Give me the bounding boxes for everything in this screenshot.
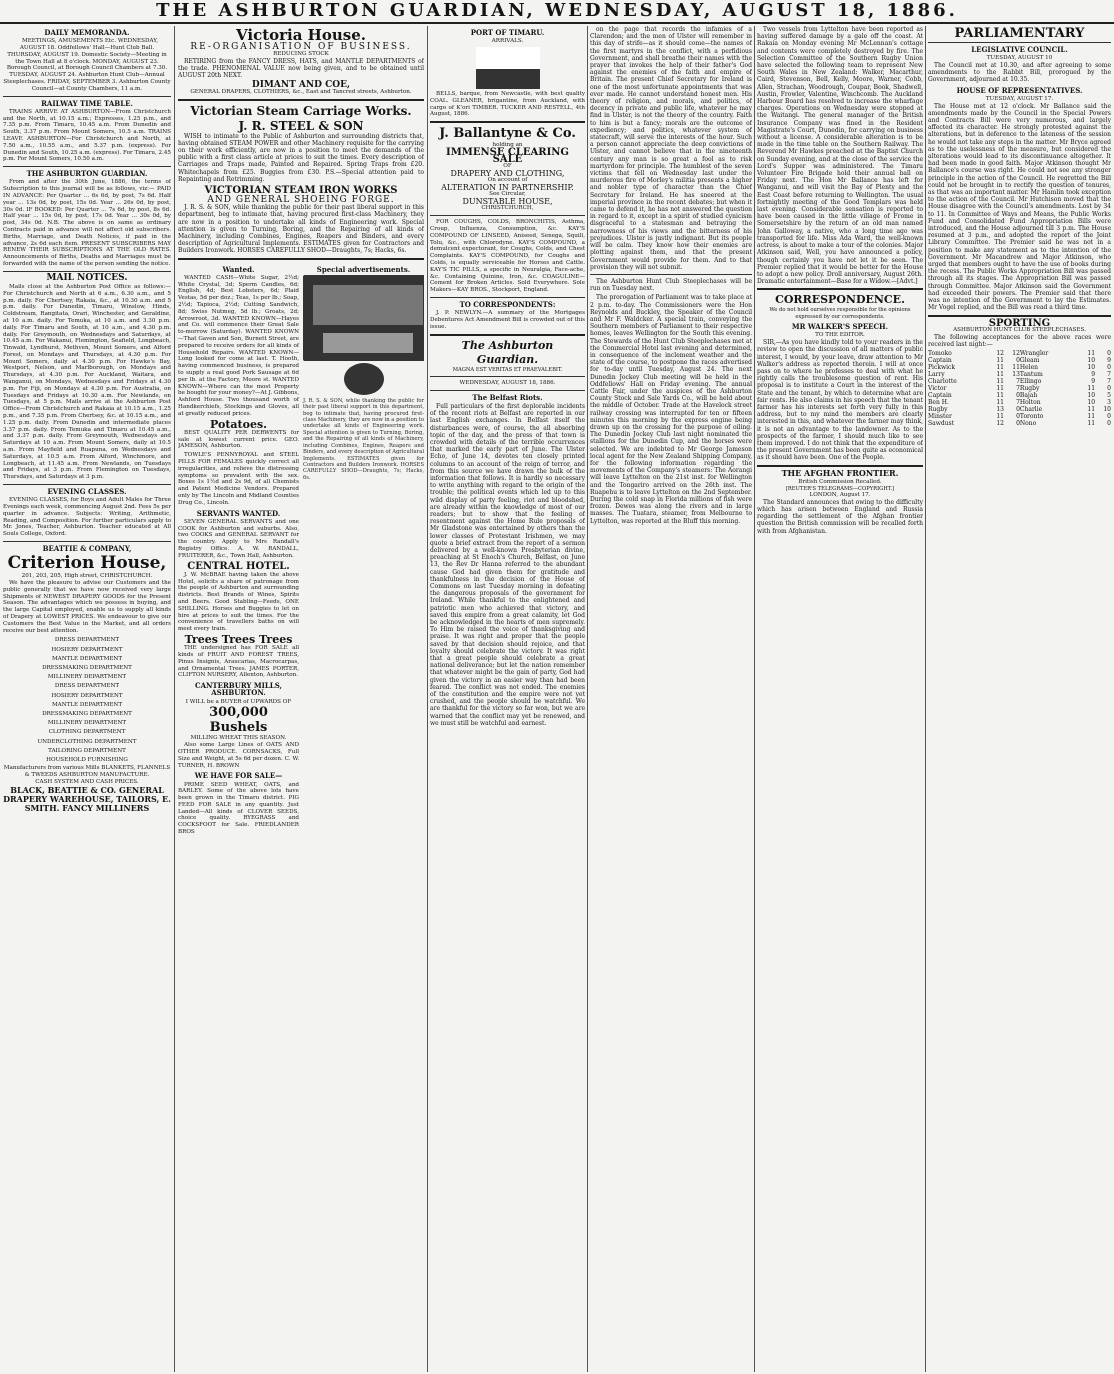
parliamentary-heading: PARLIAMENTARY [928,26,1111,43]
table-cell: Gleam [1019,356,1040,364]
column-4 [590,26,752,1372]
table-row [928,357,1111,364]
special-ads-heading: Special advertisements. [316,264,411,274]
guardian-motto: MAGNA EST VERITAS ET PRAEVALEBIT. [452,366,563,373]
table-cell: Rugby [928,405,948,413]
reorganisation-heading: RE-ORGANISATION OF BUSINESS. [190,42,412,52]
table-cell: 11 [996,363,1004,371]
cash-system-text: CASH SYSTEM AND CASH PRICES. [35,778,139,785]
department-item: MILLINERY DEPARTMENT [47,674,127,681]
table-cell: 11 [996,384,1004,392]
department-item: DRESS DEPARTMENT [54,637,120,644]
table-row [928,399,1111,406]
masthead: THE ASHBURTON GUARDIAN, WEDNESDAY, AUGUST 18, 1886. [0,0,1114,24]
table-row [928,350,1111,357]
table-row [928,378,1111,385]
ballantyne-title: J. Ballantyne & Co. [439,126,576,142]
account-text: On account of [487,177,528,184]
department-item: HOUSEHOLD FURNISHING [46,757,128,764]
milling-wheat-text: MILLING WHEAT THIS SEASON. [190,735,287,742]
holding-text: holding an [492,142,523,149]
table-cell: 10 [1087,363,1096,371]
mail-notices-text: Mails close at the Ashburton Post Office as follows:— For Christchurch and North at 6 a.m., 6.30 a.m., and 5 p.m. daily. For Chertsey, Rakaia, &c., at 10.30 a.m. and 5 p.m. daily. For Dunedin, Timaru, Winslow, Hinds, Coldstream, Rangitata, Orari, Winchester, and Geraldine, at 10 a.m. daily. For Temuka, at 10 a.m. and 3.30 p.m. daily. For Timaru and South, at 10 a.m., and 4.30 p.m. daily. For Greymouth, on Wednesdays and Saturdays, at 10.45 a.m. For Wakanui, Flemington, Seafield, Longbeach, Tinwald, Lyndhurst, Methven, Mount Somers, and Alford Forest, on Mondays and Thursdays, at 4.30 p.m. For Mount Somers, daily at 4.30 p.m. For Hawke's Bay, Westport, Nelson, and Marlborough, on Mondays and Thursdays, at 4.30 p.m. For Auckland, Waitara, and Wanganui, on Mondays, Wednesdays and Fridays at 4.30 p.m. For Fiji, on Mondays at 4.30 p.m. For Australia, on Tuesdays and Fridays at 10.30 a.m. For Newlands, on Tuesdays, at 5 p.m. Mails arrive at the Ashburton Post Office—From Christchurch and Rakaia at 10.15 a.m., 1.25 p.m., and 7.35 p.m. From Chertsey, &c. at 10.15 a.m., and 1.25 p.m. daily. From Dunedin and intermediate places 3.37 p.m. daily. From Temuka and Timaru at 10.45 a.m., and 3.37 p.m. daily. From Greymouth, Wednesdays and Saturdays at 10 a.m. From Mount Somers, daily at 10.5 a.m. From Mayfield and Ruapuna, on Wednesdays and Saturdays, at 10.5 a.m. From Alford, Winchmore, and Longbeach, at 11.45 a.m. From Newlands, on Tuesdays and Fridays, at 3 p.m. From Flemington on Tuesdays, Thursdays, and Saturdays at 3 p.m. [3,283,171,481]
table-cell: Minster [928,412,952,420]
department-item: DRESSMAKING DEPARTMENT [42,711,132,718]
dimant-coe-name: DIMANT AND COE, [251,79,351,90]
table-cell: 12 [996,419,1004,427]
table-cell: 11 [996,391,1004,399]
divider [590,274,752,275]
memoranda-text: MEETINGS, AMUSEMENTS Etc. WEDNESDAY, AUGUST 18. Oddfellows' Hall—Hunt Club Ball. THURSDAY, AUGUST 19. Domestic Society—Meeting in the Town Hall at 8 o'clock. MONDAY, AUGUST 23. Borough Council, at Borough Council Chambers at 7.30. TUESDAY, AUGUST 24. Ashburton Hunt Club—Annual Steeplechases. FRIDAY, SEPTEMBER 3. Ashburton County Council—at County Chambers, 11 a.m. [3,38,171,92]
table-cell: Rugby [1019,384,1040,392]
reducing-text: RETIRING from the FANCY DRESS, HATS, and MANTLE DEPARTMENTS of the trade. PHENOMENAL VALUE now being given, and to be obtained until AUGUST 20th NEXT. [178,58,424,80]
table-cell: 0 [1107,412,1111,420]
wanted-column [178,263,299,838]
walker-speech-text: SIR,—As you have kindly told to your readers in the review to open the discussion of all matters of public interest, I would, by your leave, draw attention to Mr Walker's address as reported therein. I will at once pass on to where he professes to deal with what he rightly calls the troublesome question of rent. His proposal is to institute a Court in the interest of the State and the tenant, by which to determine what are fair rents. He also claims in his speech that the tenant farmer has his interests set forth very fully in this address, but to my mind the members are clearly interested in this, and whatever the farmer may think, it is not an advantage to the landowner. As to the prospects of the farmer, I should much like to see them improved. I do not think that the expenditure of the present Government has been quite as economical as it should have been. One of the People. [757,339,923,462]
divider [430,390,585,391]
table-cell: 9 [1107,356,1111,364]
local-news-text: Two vessels from Lyttelton have been reported as having suffered damage by a gale off the coast. At Rakaia on Monday evening Mr McLennan's cottage and contents were completely destroyed by fire. The Selection Committee of the Southern Rugby Union have selected the following team to represent New South Wales in New Zealand: Walker, Macarthur, Caird, Stevenson, Bell, Kelly, Moore, Warner, Cobb, Allen, Strachan, Woodrough, Coupar, Book, Shadwell, Austin, Frowler, Valentine, Winchcomb. The Auckland Harbour Board has resolved to increase the wharfage charges. Operations on Wednesday were stopped at the Waitangi. The general manager of the British Insurance Company was fined in the Resident Magistrate's Court, Dunedin, for carrying on business without a license. A considerable alteration is to be made in the time table on the Southern Railway. The Reverend Mr Hawkes preached at the Baptist Church on Sunday evening, and at the close of the service the Lord's Supper was administered. The Timaru Volunteer Fire Brigade hold their annual ball on Friday next. The Hon Mr Ballance has left for Wanganui, and will visit the Bay of Plenty and the East Coast before returning to Wellington. The usual fortnightly meeting of the Good Templars was held last evening. Considerable sensation is reported to have been caused in the little village of Frome in Somersetshire by the return of an old man named John Galloway, a native, who a long time ago was transported for life. Miss Ada Ward, the well-known actress, is about to make a tour of the colonies. Major Atkinson said, Well, you have announced a policy, though certainly you have not let it be seen. The Premier replied that it would be better for the House to adopt a new policy. Droll anniversary, August 26th. Dramatic entertainment—Base for a Widow.—[Advt.] [757,26,923,286]
table-cell: 11 [1087,419,1096,427]
trees-heading: Trees Trees Trees [184,632,293,646]
table-cell: 11 [996,377,1004,385]
table-cell: Ben H. [928,398,949,406]
table-cell: 3 [1107,398,1111,406]
beattie-heading: BEATTIE & COMPANY, [42,544,132,554]
clearing-sale-heading: IMMENSE CLEARING SALE [446,146,569,166]
table-cell: 12 [1012,349,1020,357]
towle-pills-text: TOWLE'S PENNYROYAL and STEEL PILLS FOR FEMALES quickly correct all irregularities, and relieve the distressing symptoms so prevalent with the sex. Boxes 1s 1½d and 2s 9d, of all Chemists and Patent Medicine Vendors. Prepared only by The Lincoln and Midland Counties Drug Co., Lincoln. [178,452,299,506]
steel-son-name: J. R. STEEL & SON [238,118,364,133]
column-6 [928,26,1111,1372]
railway-text: TRAINS ARRIVE AT ASHBURTON—From Christchurch and the North, at 10.15 a.m.; Expresses, 1.25 p.m., and 7.35 p.m. From Timaru, 10.45 a.m. From Dunedin and South, 3.37 p.m. From Mount Somers, 10.5 a.m. TRAINS LEAVE ASHBURTON—For Christchurch and North, at 7.50 a.m., 10.55 a.m., and 5.37 p.m. (express). For Dunedin and South, 10.25 a.m. (express). For Timaru, 2.45 p.m. For Mount Somers, 10.50 a.m. [3,108,171,163]
table-row [928,371,1111,378]
manufacturers-text: Manufacturers from various Mills BLANKETS, FLANNELS & TWEEDS ASHBURTON MANUFACTURE. [3,765,171,779]
table-cell: Charlie [1019,405,1043,413]
crown-illustration [344,363,384,395]
to-the-editor: TO THE EDITOR. [815,332,865,339]
belfast-riots-heading: The Belfast Riots. [472,392,543,402]
drapery-text: DRAPERY AND CLOTHING, [450,169,565,179]
table-cell: 0 [1016,356,1020,364]
evening-classes-text: EVENING CLASSES, for Boys and Adult Males for Three Evenings each week, commencing August 2nd. Fees 5s per quarter in advance. Subjects: Writing, Arithmetic, Reading, and Composition. For further particulars apply to Mr. Jones, Teacher, Ashburton. Teacher educated at All Souls College, Oxford. [3,497,171,538]
iron-works-text: J. R. S. & SON, while thanking the public for their past liberal support in this department, beg to intimate that, having procured first-class Machinery, they are now in a position to undertake all kinds of Engineering work. Special attention is given to Turning, Boring, and the Repairing of all kinds of Machinery, including Combines, Engines, Reapers and Binders, and every description of Agricultural Implements. ESTIMATES given for Contractors and Builders Ironwork. HORSES CAREFULLY SHOD—Draughts, 7s; Hacks, 6s. [178,204,424,255]
table-cell: Bajah [1019,391,1038,399]
department-item: CLOTHING DEPARTMENT [48,729,126,736]
memoranda-heading: DAILY MEMORANDA. [44,28,130,37]
wheat-subtext: Also some Large Lines of OATS AND OTHER PRODUCE. CORNSACKS, Full Size and Weight, at 5s 6d per dozen. C. W. TURNER, H. BROWN [178,742,299,769]
wanted-special-row [178,263,424,838]
table-cell: 10 [1087,356,1096,364]
table-cell: 11 [996,398,1004,406]
for-sale-text: PRIME SEED WHEAT, OATS, and BARLEY. Some of the above lots have been grown in the Timaru district. PIG FEED FOR SALE in any quantity. Just Landed—All kinds of CLOVER SEEDS, choice quality. RYEGRASS and COCKSFOOT for Sale. FRIEDLANDER BROS [178,781,299,836]
correspondents-text: J. P. NEWLYN.—A summary of the Mortgages Debentures Act Amendment Bill is crowded out of this issue. [430,310,585,330]
special-column [303,263,424,838]
department-item: UNDERCLOTHING DEPARTMENT [37,738,137,745]
table-cell: Victor [928,384,947,392]
acceptances-text: The following acceptances for the above races were received last night:— [928,333,1111,348]
table-cell: 11 [1087,349,1096,357]
department-item: HOSIERY DEPARTMENT [51,646,123,653]
legislative-council-heading: LEGISLATIVE COUNCIL. [971,45,1068,54]
table-cell: Wrangler [1019,349,1049,357]
table-cell: Holton [1019,398,1041,406]
column-2 [178,26,424,1372]
house-representatives-heading: HOUSE OF REPRESENTATIVES. [956,85,1083,95]
table-row [928,385,1111,392]
divider [430,376,585,377]
ship-illustration [476,47,540,89]
column-3 [430,26,585,1372]
victoria-house-title: Victoria House. [236,26,366,44]
department-item: MANTLE DEPARTMENT [51,655,123,662]
afghan-text: The Standard announces that owing to the difficulty which has arisen between England and Russia regarding the settlement of the Afghan frontier question the British commission will be recalled forth with from Afghanistan. [757,498,923,535]
special-ads-filler: J. R. S. & SON, while thanking the public for their past liberal support in this department, beg to intimate that, having procured first-class Machinery, they are now in a position to undertake all kinds of Engineering work. Special attention is given to Turning, Boring, and the Repairing of all kinds of Machinery, including Combines, Engines, Reapers and Binders, and every description of Agricultural Implements. ESTIMATES given for Contractors and Builders Ironwork. HORSES CAREFULLY SHOD—Draughts, 7s; Hacks, 6s. [303,397,424,481]
table-cell: 0 [1016,391,1020,399]
correspondence-note: We do not hold ourselves responsible for the opinions expressed by our correspondents. [769,307,911,320]
divider [3,541,171,542]
table-cell: Captain [928,391,952,399]
divider [430,297,585,298]
table-cell: 9 [1091,377,1096,385]
table-cell: 10 [1087,391,1096,399]
carriage-works-title: Victorian Steam Carriage Works. [190,103,412,118]
table-cell: Larry [928,370,945,378]
criterion-text: We have the pleasure to advise our Customers and the public generally that we have now received very large Shipments of NEWEST DRAPERY GOODS for the Present Season. The advantages which we possess in buying, and the large Capital employed, enable us to supply all kinds of Drapery at LOWEST PRICES. We endeavour to give our Customers the Best Value in the Market, and all orders receive our best attention. [3,580,171,634]
divider [430,215,585,216]
evening-classes-heading: EVENING CLASSES. [47,487,127,497]
table-cell: 0 [1016,419,1020,427]
wanted-text: WANTED CASH—White Sugar, 2½d; White Crystal, 3d; Sperm Candles, 6d; English, 4d; Best Lobsters, 6d; Plaid Vestas, 5d per doz.; Teas, 1s per lb.; Soap, 2½d; Tapioca, 2½d; Cutting Sandwich, 8d; Swiss Nutmeg, 5d lb.; Groats, 2d; Arrowroot, 3d. WANTED KNOWN—Hayes and Co. will commence their Great Sale to-morrow (Saturday). WANTED KNOWN—That Gaven and Son, Burnett Street, are prepared to receive orders for all kinds of Household Repairs. WANTED KNOWN—Long looked for come at last. T. Hooth, having commenced business, is prepared to supply a real good Pork Sausage at 6d per lb. at the Factory, Moore st. WANTED KNOWN—Where can the most Property be bought for your money?—At J. Gibbons, Ashford House. Two thousand worth of Handkerchiefs, Stockings and Gloves, all at greatly reduced prices. [178,274,299,417]
servants-text: SEVEN GENERAL SERVANTS and one COOK for Ashburton and suburbs. Also, two COOKS and GENERAL SERVANT for the country. Apply to Mrs Randall's Registry Office. A. W. RANDALL, FRUITERER, &c., Town Hall, Ashburton. [178,518,299,559]
acceptances-table [928,350,1111,427]
iron-works-title: VICTORIAN STEAM IRON WORKS [204,185,398,197]
table-cell: 11 [996,370,1004,378]
column-rule [754,26,755,1372]
table-cell: Captain [928,356,952,364]
afghan-dateline: LONDON, August 17. [809,491,871,498]
table-cell: 11 [996,412,1004,420]
table-cell: 0 [1016,405,1020,413]
arrivals-heading: ARRIVALS. [491,38,524,45]
divider [3,166,171,167]
table-cell: 10 [1103,405,1111,413]
potatoes-heading: Potatoes. [210,417,267,431]
divider [430,121,585,123]
table-row [928,406,1111,413]
mail-notices-heading: MAIL NOTICES. [46,272,128,283]
table-row [928,420,1111,427]
table-cell: Tantum [1019,370,1043,378]
divider [178,99,424,101]
guardian-terms-text: From and after the 30th June, 1886, the terms of Subscription to this journal will be as follows, viz:— PAID IN ADVANCE: Per Quarter ... 6s 6d, by post, 7s 6d. Half year ... 13s 0d, by post, 15s 0d. Year ... 26s 0d, by post, 30s 0d. IF BOOKED: Per Quarter ... 7s 6d, by post, 8s 6d. Half year ... 15s 0d, by post, 17s 0d. Year ... 30s 0d, by post, 34s 0d. N.B. The above is on same as ordinary Contracts paid in advance will not affect old subscribers. Births, Marriage, and Death Notices, if paid in the advance, 2s 6d each item. PRESENT SUBSCRIBERS MAY RENEW THEIR SUBSCRIPTIONS AT THE OLD RATES. Announcements of Births, Deaths and Marriages must be forwarded with the name of the person sending the notice. [3,179,171,267]
department-item: DRESSMAKING DEPARTMENT [42,665,132,671]
acceptances-table-body [928,350,1111,427]
table-cell: 9 [1091,370,1096,378]
stove-illustration [303,275,424,361]
department-item: HOSIERY DEPARTMENT [51,692,123,699]
department-item: DRESS DEPARTMENT [54,683,120,690]
table-cell: 7 [1016,377,1020,385]
table-cell: 11 [1087,384,1096,392]
correspondents-heading: TO CORRESPONDENTS: [459,299,556,309]
house-text: The House met at 12 o'clock. Mr Ballance said the amendments made by the Council in the Special Powers and Contracts Bill were very numerous, and largely affected its character. He strongly protested against the alterations, but in deference to the lateness of the session he would not take any steps in the matter. Mr Bryce agreed as to the uselessness of the measure, but considered the alterations would lead to its discontinuance altogether. It had been made in good faith. Major Atkinson thought Mr Ballance's course was right. He could not see any stronger principle in the action of the Council. He regretted the Bill could not be brought in to rectify the question of tenures, as that was an important matter. Mr Hamlin took exception to the action of the Council. Mr Hutchison moved that the House disagree with the Council's amendments. Lost by 34 to 11. In Committee of Ways and Means, the Public Works Fund and Consolidated Fund Appropriation Bills were introduced, and the House adjourned till 3 p.m. The House resumed at 3 p.m., and adopted the report of the Joint Library Committee. The Premier said he was not in a position to make any statement as to the intention of the Government. Mr Macandrew and Major Atkinson, who urged that members ought to have the use of books during the recess. The Public Works Appropriation Bill was passed through all its stages. The Appropriation Bill was passed through Committee. Major Atkinson said the Government had exceeded their powers. The Premier said that there was no intention of the Government to lay the Estimates. Mr Vogel replied, and the Bill was read a third time. [928,102,1111,312]
for-sale-heading: WE HAVE FOR SALE— [194,771,283,781]
criterion-house-title: Criterion House, [7,553,167,574]
port-heading: PORT OF TIMARU. [470,28,545,37]
hunt-club-note: The Ashburton Hunt Club Steeplechases will be run on Tuesday next. [590,277,752,293]
divider [3,271,171,272]
divider [757,288,923,290]
central-hotel-text: J. W. McBRAE having taken the above Hotel, solicits a share of patronage from the people of Ashburton and surrounding districts. Best Brands of Wines, Spirits and Beers. Good Stabling—Feeds, ONE SHILLING. Horses and Buggies to let on hire at prices to suit the times. For the convenience of travellers baths on will meet every train. [178,571,299,633]
table-cell: 7 [1016,398,1020,406]
table-cell: 12 [996,349,1004,357]
table-cell: 0 [1107,349,1111,357]
table-cell: 7 [1107,377,1111,385]
column-5 [757,26,923,1372]
afghan-telegram-note: [REUTER'S TELEGRAMS—COPYRIGHT.] [785,485,895,492]
railway-heading: RAILWAY TIME TABLE. [41,98,133,108]
beattie-footer: BLACK, BEATTIE & CO. GENERAL DRAPERY WAREHOUSE, TAILORS, E. SMITH. FANCY MILLINERS [3,784,171,813]
table-row [928,413,1111,420]
table-cell: 13 [1012,370,1020,378]
table-cell: Toronto [1019,412,1044,420]
table-cell: 10 [1087,398,1096,406]
trees-text: THE undersigned has FOR SALE all kinds of FRUIT AND FOREST TREES, Pinus Insignis, Araucarias, Macrocarpas, and Ornamental Trees. JAMES PORTER, CLIFTON NURSERY, Allenton, Ashburton. [178,645,299,679]
walker-speech-heading: MR WALKER'S SPEECH. [791,322,889,332]
issue-date: WEDNESDAY, AUGUST 18, 1886. [459,379,556,386]
dimant-coe-address: GENERAL DRAPERS, CLOTHIERS, &c., East and Tancred streets, Ashburton. [190,88,412,95]
divider [757,465,923,467]
reducing-stock-heading: REDUCING STOCK [273,51,329,58]
steel-son-text: WISH to intimate to the Public of Ashburton and surrounding districts that, having obtained STEAM POWER and other Machinery requisite for the carrying on their work efficiently, are now in a position to meet the demands of the public with a first class article at prices to suit the times. Every description of Carriages and Traps made, Painted and Repaired. Spring Traps from £20. Whitechapels from £25. Buggies from £30. P.S.—Special attention paid to Repainting and Retrimming. [178,132,424,183]
central-hotel-heading: CENTRAL HOTEL. [187,560,290,572]
belfast-riots-text: Full particulars of the first deplorable incidents of the recent riots at Belfast are reported in our last English exchanges. In Belfast itself the disturbances were, of course, the all absorbing topic of the day, and the press of that town is crowded with details of the terrible occurrences that marked the early part of June. The Ulster Echo, of June 14, devotes ten closely printed columns to an account of the reign of terror, and from this source we have drawn the bulk of the information that follows. It is hardly so necessary to write anything with regard to the origin of the trouble; the political events which led up to this wild display of party feeling, riot and bloodshed, are already within the knowledge of most of our readers; but to show that the feeling of resentment against the Home Rule proposals of Mr Gladstone was entertained by others than the lower classes of Protestant Irishmen, we may quote a brief extract from the report of a sermon delivered by a well-known Presbyterian divine, preaching at St Enoch's Church, Belfast, on June 13, the Rev Dr Hanna referred to the abundant cause God had given them for gratitude and thankfulness in the decision of the House of Commons on last Tuesday morning in defeating the dangerous proposals of the government for Ireland. While thankful to the enlightened and patriotic men who achieved that victory, and saved this empire from a great calamity, let God be acknowledged in the hearts of men supremely. To Him be raised the voice of thanksgiving and praise. It was right and proper that the people saved by that decision should rejoice, and that loyalty should celebrate the victory. It was right that a great people should celebrate a great national deliverance; but let the nation remember that whatever might be the gain of party, God had given the victory in an easier way than had been feared. The conflict was not ended. The enemies of the constitution and the empire were not yet crushed, and the people should be watchful. We are thankful for the victory so far won, but we are warned that the conflict may yet be renewed, and we must still be watchful and earnest. [430,402,585,727]
column-1 [3,26,171,1372]
of-text: OF [503,163,512,170]
dunstable-text: DUNSTABLE HOUSE, [462,197,553,207]
guardian-terms-heading: THE ASHBURTON GUARDIAN. [26,169,148,179]
table-cell: 5 [1107,391,1111,399]
bushels-heading: 300,000 Bushels [209,705,268,736]
divider [178,258,424,260]
wanted-heading: Wanted. [222,264,255,274]
table-cell: 13 [996,405,1004,413]
table-row [928,392,1111,399]
legislative-text: The Council met at 10.30, and after agreeing to some amendments to the Rabbit Bill, prorogued by the Government, adjourned at 10.35. [928,62,1111,84]
buyer-text: I WILL be a BUYER of UPWARDS OF [185,698,292,705]
table-cell: 11 [1087,405,1096,413]
table-cell: 7 [1016,384,1020,392]
table-cell: 0 [1107,384,1111,392]
table-cell: 11 [996,356,1004,364]
afghan-subheading: British Commission Recalled. [798,478,882,485]
editorial-continued-text: on the page that records the infamies of a Clarendon; and the men of Ulster will remember in this day of strife—as it should come—the names of the first martyrs in the conflict, with a perfidious Government, and shall breathe their names with the prayer that invokes the help of their father's God against the enemies of the faith and empire of Britain. The present Chief Secretary for Ireland is one of the most unfortunate appointments that was ever made. He cannot understand honest men. His theory of religion, and morals, and politics, of decency in private and public life, whatever he may find in Ulster, is not the theory of the country. Faith to him is but a fancy; morals are the outcome of expediency; and politics, whatever system of statecraft, will serve the interests of the hour. Such a person cannot appreciate the deep convictions of Ulster, and cannot believe that in the nineteenth century any man is so great a fool as to risk martyrdom for principle. The humblest of the seven victims that fell on Wednesday last under the murderous fire of Morley's militia presents a higher and nobler type of character than the Chief Secretary for Ireland. He has sneered at the imperial province in the recent debates; but when it came to defend it, he has not answered the question in regard to it, except in a spirit of studied cynicism disgraceful to a statesman and betraying the narrowness of his views and the bitterness of his prejudices. Ulster is justly indignant. But its people will be calm. They know how their enemies are plotting against them, and that the present Government would provide for them. And to that provision they will not submit. [590,26,752,271]
kays-compound-text: FOR COUGHS, COLDS, BRONCHITIS, Asthma, Croup, Influenza, Consumption, &c. KAY'S COMPOUND OF LINSEED, Aniseed, Senega, Squill, Tolu, &c., with Chlorodyne. KAY'S COMPOUND, a demulcent expectorant, for Coughs, Colds, and Chest Complaints. KAY'S COMPOUND, for Coughs and Colds, is equally serviceable for Horses and Cattle. KAY'S TIC PILLS, a specific in Neuralgia, Face-ache, &c. Containing Quinine, Iron, &c. COAGULINE—Cement for Broken Articles. Sold Everywhere. Sole Makers—KAY BROS., Stockport, England. [430,219,585,294]
steeplechases-heading: ASHBURTON HUNT CLUB STEEPLECHASES. [953,326,1086,333]
circular-text: See Circular, [489,191,526,198]
table-cell: Sawdust [928,419,955,427]
table-cell: Ellingo [1019,377,1042,385]
canterbury-mills-heading: CANTERBURY MILLS, ASHBURTON. [195,681,282,698]
news-items-text: The prorogation of Parliament was to take place at 2 p.m. to-day. The Commissioners were the Hon Reynolds and Buckley, the Speaker of the Council and Mr F. Waldcker. A special train, conveying the Southern members of Parliament to their respective homes, leaves Wellington for the South this evening. The Stewards of the Hunt Club Steeplechases met at the Commercial Hotel last evening and determined, in consequence of the inclement weather and the state of the course, to postpone the races advertised for to-day until Tuesday, August 24. The next Dunedin Jockey Club meeting will be held in the Oddfellows' Hall on Friday evening. The annual Cattle Fair, under the auspices of the Ashburton County Stock and Sale Yards Co., will be held about the middle of October. Trade at the Havelock street railway crossing was interrupted for ten or fifteen minutes this morning by the express engine being drawn up on the crossing for the purpose of oiling. The Dunedin Jockey Club last night nominated the stallions for the Dunedin Cup, and the horses were selected. We are indebted to Mr George Jameson local agent for the New Zealand Shipping Company, for the following information regarding the movements of the Company's steamers: The Aorangi will leave Lyttelton on the 21st inst. for Wellington and the Tongariro arrived on the 26th inst. The Ruapehu is to leave Lyttelton on the 2nd September. During the cold snap in Florida millions of fish were frozen. Dewes was along the rivers and in large masses. The Tuatara, steamer, from Melbourne to Lyttelton, was reported at the Bluff this morning. [590,294,752,525]
table-cell: 0 [1016,412,1020,420]
sporting-heading: SPORTING [988,317,1051,329]
table-cell: 11 [1012,363,1020,371]
department-list [3,636,171,765]
table-cell: Tomoko [928,349,952,357]
department-item: MANTLE DEPARTMENT [51,701,123,708]
guardian-nameplate: The Ashburton Guardian. [461,338,554,366]
department-item: MILLINERY DEPARTMENT [47,720,127,727]
column-rule [174,26,175,1372]
port-text: BELLS, barque, from Newcastle, with best quality COAL. GLEANER, brigantine, from Auckland, with cargo of K'ori TIMBER. TUCKER AND RESTELL, 4th August, 1886. [430,91,585,118]
table-cell: Charlotte [928,377,957,385]
table-cell: 11 [1087,412,1096,420]
divider [430,334,585,336]
table-cell: Pickwick [928,363,956,371]
table-cell: 0 [1107,363,1111,371]
table-row [928,364,1111,371]
divider [3,96,171,97]
column-rule [427,26,428,1372]
divider [928,315,1111,317]
servants-heading: SERVANTS WANTED. [196,508,281,518]
afghan-frontier-heading: THE AFGHAN FRONTIER. [781,467,899,478]
divider [3,484,171,485]
criterion-address: 201, 203, 205, High street, CHRISTCHURCH. [21,573,153,580]
legislative-date: TUESDAY, AUGUST 10 [986,55,1053,62]
table-cell: Helen [1019,363,1039,371]
house-date: TUESDAY, AUGUST 17. [985,95,1054,102]
table-cell: Nono [1019,419,1037,427]
alteration-text: ALTERATION IN PARTNERSHIP. [441,183,574,193]
christchurch-text: CHRISTCHURCH, [481,205,534,212]
department-item: TAILORING DEPARTMENT [48,747,126,754]
potatoes-text: BEST QUALITY PER DERWENTS for sale at lowest current price. GEO. JAMESON, Ashburton. [178,429,299,450]
correspondence-heading: CORRESPONDENCE. [775,293,905,307]
shoeing-forge-title: AND GENERAL SHOEING FORGE. [207,195,395,206]
table-cell: 7 [1107,370,1111,378]
column-rule [587,26,588,1372]
column-rule [925,26,926,1372]
table-cell: 0 [1107,419,1111,427]
